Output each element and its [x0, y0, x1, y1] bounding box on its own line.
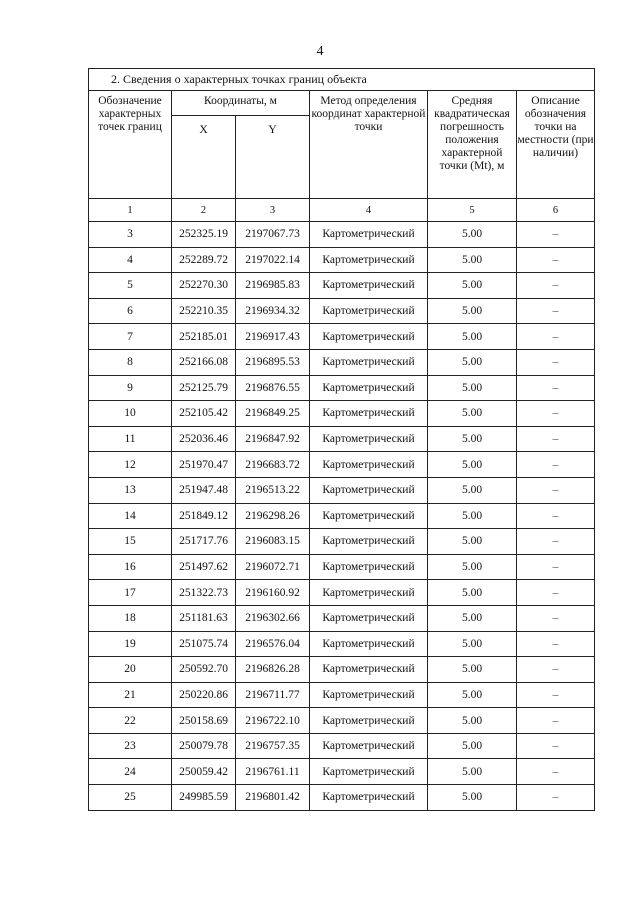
coord-x-cell: 250592.70 — [172, 657, 236, 683]
method-cell: Картометрический — [310, 529, 428, 555]
coord-y-cell: 2196895.53 — [236, 349, 310, 375]
point-number-cell: 20 — [89, 657, 172, 683]
method-cell: Картометрический — [310, 222, 428, 248]
table-row — [89, 605, 595, 631]
point-number-cell: 18 — [89, 605, 172, 631]
header-y: Y — [236, 116, 310, 199]
coord-x-cell: 252105.42 — [172, 401, 236, 427]
method-cell: Картометрический — [310, 247, 428, 273]
table-row — [89, 477, 595, 503]
point-number-cell: 5 — [89, 273, 172, 299]
description-cell: – — [517, 733, 595, 759]
column-number: 5 — [428, 199, 517, 222]
coord-y-cell: 2196917.43 — [236, 324, 310, 350]
description-cell: – — [517, 247, 595, 273]
mean-error-cell: 5.00 — [428, 733, 517, 759]
table-row — [89, 324, 595, 350]
column-number: 3 — [236, 199, 310, 222]
coord-x-cell: 252210.35 — [172, 298, 236, 324]
method-cell: Картометрический — [310, 298, 428, 324]
column-number: 6 — [517, 199, 595, 222]
method-cell: Картометрический — [310, 324, 428, 350]
mean-error-cell: 5.00 — [428, 708, 517, 734]
coord-y-cell: 2196298.26 — [236, 503, 310, 529]
mean-error-cell: 5.00 — [428, 298, 517, 324]
coord-y-cell: 2196847.92 — [236, 426, 310, 452]
table-row — [89, 426, 595, 452]
table-row — [89, 247, 595, 273]
description-cell: – — [517, 222, 595, 248]
mean-error-cell: 5.00 — [428, 759, 517, 785]
header-x: X — [172, 116, 236, 199]
description-cell: – — [517, 682, 595, 708]
point-number-cell: 17 — [89, 580, 172, 606]
coord-x-cell: 251970.47 — [172, 452, 236, 478]
coord-y-cell: 2196072.71 — [236, 554, 310, 580]
point-number-cell: 12 — [89, 452, 172, 478]
column-number: 1 — [89, 199, 172, 222]
header-description: Описание обозначения точки на местности (при наличии) — [517, 91, 595, 199]
mean-error-cell: 5.00 — [428, 375, 517, 401]
description-cell: – — [517, 580, 595, 606]
method-cell: Картометрический — [310, 631, 428, 657]
method-cell: Картометрический — [310, 708, 428, 734]
mean-error-cell: 5.00 — [428, 554, 517, 580]
coord-y-cell: 2196302.66 — [236, 605, 310, 631]
table-row — [89, 222, 595, 248]
method-cell: Картометрический — [310, 477, 428, 503]
description-cell: – — [517, 605, 595, 631]
table-row — [89, 452, 595, 478]
point-number-cell: 10 — [89, 401, 172, 427]
table-row — [89, 580, 595, 606]
coord-x-cell: 249985.59 — [172, 785, 236, 811]
mean-error-cell: 5.00 — [428, 401, 517, 427]
mean-error-cell: 5.00 — [428, 503, 517, 529]
mean-error-cell: 5.00 — [428, 273, 517, 299]
coord-x-cell: 250220.86 — [172, 682, 236, 708]
description-cell: – — [517, 785, 595, 811]
coord-y-cell: 2196711.77 — [236, 682, 310, 708]
mean-error-cell: 5.00 — [428, 426, 517, 452]
method-cell: Картометрический — [310, 682, 428, 708]
description-cell: – — [517, 529, 595, 555]
coord-y-cell: 2196757.35 — [236, 733, 310, 759]
header-error: Средняя квадратическая погрешность положения характерной точки (Mt), м — [428, 91, 517, 199]
coord-y-cell: 2197022.14 — [236, 247, 310, 273]
table-row — [89, 657, 595, 683]
coord-x-cell: 251849.12 — [172, 503, 236, 529]
description-cell: – — [517, 273, 595, 299]
table-row — [89, 708, 595, 734]
mean-error-cell: 5.00 — [428, 682, 517, 708]
method-cell: Картометрический — [310, 759, 428, 785]
column-number: 4 — [310, 199, 428, 222]
mean-error-cell: 5.00 — [428, 529, 517, 555]
table-row — [89, 349, 595, 375]
point-number-cell: 15 — [89, 529, 172, 555]
method-cell: Картометрический — [310, 452, 428, 478]
description-cell: – — [517, 375, 595, 401]
method-cell: Картометрический — [310, 375, 428, 401]
mean-error-cell: 5.00 — [428, 349, 517, 375]
table-row — [89, 759, 595, 785]
point-number-cell: 8 — [89, 349, 172, 375]
table-row — [89, 733, 595, 759]
coord-x-cell: 252325.19 — [172, 222, 236, 248]
header-designation: Обозначение характерных точек границ — [89, 91, 172, 199]
table-row — [89, 682, 595, 708]
mean-error-cell: 5.00 — [428, 324, 517, 350]
point-number-cell: 9 — [89, 375, 172, 401]
method-cell: Картометрический — [310, 273, 428, 299]
coord-x-cell: 252125.79 — [172, 375, 236, 401]
coord-y-cell: 2196083.15 — [236, 529, 310, 555]
coord-x-cell: 251497.62 — [172, 554, 236, 580]
table-row — [89, 401, 595, 427]
point-number-cell: 13 — [89, 477, 172, 503]
point-number-cell: 19 — [89, 631, 172, 657]
coord-x-cell: 252036.46 — [172, 426, 236, 452]
method-cell: Картометрический — [310, 657, 428, 683]
coord-y-cell: 2196576.04 — [236, 631, 310, 657]
method-cell: Картометрический — [310, 426, 428, 452]
mean-error-cell: 5.00 — [428, 222, 517, 248]
description-cell: – — [517, 759, 595, 785]
method-cell: Картометрический — [310, 580, 428, 606]
coord-y-cell: 2197067.73 — [236, 222, 310, 248]
mean-error-cell: 5.00 — [428, 247, 517, 273]
mean-error-cell: 5.00 — [428, 657, 517, 683]
description-cell: – — [517, 452, 595, 478]
point-number-cell: 7 — [89, 324, 172, 350]
coord-x-cell: 251075.74 — [172, 631, 236, 657]
column-number: 2 — [172, 199, 236, 222]
mean-error-cell: 5.00 — [428, 477, 517, 503]
point-number-cell: 24 — [89, 759, 172, 785]
point-number-cell: 6 — [89, 298, 172, 324]
coord-y-cell: 2196985.83 — [236, 273, 310, 299]
point-number-cell: 16 — [89, 554, 172, 580]
coord-y-cell: 2196801.42 — [236, 785, 310, 811]
table-row — [89, 273, 595, 299]
header-method: Метод определения координат характерной точки — [310, 91, 428, 199]
coord-y-cell: 2196160.92 — [236, 580, 310, 606]
method-cell: Картометрический — [310, 401, 428, 427]
point-number-cell: 22 — [89, 708, 172, 734]
coord-x-cell: 251322.73 — [172, 580, 236, 606]
point-number-cell: 14 — [89, 503, 172, 529]
coord-y-cell: 2196513.22 — [236, 477, 310, 503]
boundary-points-table — [88, 68, 595, 811]
point-number-cell: 3 — [89, 222, 172, 248]
point-number-cell: 4 — [89, 247, 172, 273]
description-cell: – — [517, 426, 595, 452]
method-cell: Картометрический — [310, 503, 428, 529]
description-cell: – — [517, 708, 595, 734]
coord-x-cell: 252166.08 — [172, 349, 236, 375]
point-number-cell: 23 — [89, 733, 172, 759]
description-cell: – — [517, 631, 595, 657]
description-cell: – — [517, 349, 595, 375]
method-cell: Картометрический — [310, 733, 428, 759]
point-number-cell: 21 — [89, 682, 172, 708]
coord-y-cell: 2196849.25 — [236, 401, 310, 427]
table-row — [89, 375, 595, 401]
point-number-cell: 11 — [89, 426, 172, 452]
method-cell: Картометрический — [310, 554, 428, 580]
coord-x-cell: 251717.76 — [172, 529, 236, 555]
point-number-cell: 25 — [89, 785, 172, 811]
mean-error-cell: 5.00 — [428, 631, 517, 657]
table-row — [89, 631, 595, 657]
table-row — [89, 554, 595, 580]
description-cell: – — [517, 324, 595, 350]
description-cell: – — [517, 477, 595, 503]
table-row — [89, 785, 595, 811]
section-title: 2. Сведения о характерных точках границ объекта — [89, 69, 595, 91]
description-cell: – — [517, 657, 595, 683]
coord-x-cell: 252289.72 — [172, 247, 236, 273]
coord-x-cell: 251181.63 — [172, 605, 236, 631]
method-cell: Картометрический — [310, 785, 428, 811]
coord-x-cell: 252270.30 — [172, 273, 236, 299]
coord-y-cell: 2196722.10 — [236, 708, 310, 734]
mean-error-cell: 5.00 — [428, 785, 517, 811]
mean-error-cell: 5.00 — [428, 605, 517, 631]
coord-x-cell: 250158.69 — [172, 708, 236, 734]
coord-y-cell: 2196826.28 — [236, 657, 310, 683]
table-row — [89, 529, 595, 555]
coord-x-cell: 251947.48 — [172, 477, 236, 503]
coord-y-cell: 2196683.72 — [236, 452, 310, 478]
page-number: 4 — [316, 44, 324, 59]
table-row — [89, 503, 595, 529]
coord-y-cell: 2196761.11 — [236, 759, 310, 785]
method-cell: Картометрический — [310, 349, 428, 375]
coord-x-cell: 250059.42 — [172, 759, 236, 785]
header-coordinates: Координаты, м — [172, 91, 310, 116]
description-cell: – — [517, 554, 595, 580]
table-row — [89, 298, 595, 324]
mean-error-cell: 5.00 — [428, 452, 517, 478]
mean-error-cell: 5.00 — [428, 580, 517, 606]
coord-x-cell: 250079.78 — [172, 733, 236, 759]
coord-y-cell: 2196876.55 — [236, 375, 310, 401]
method-cell: Картометрический — [310, 605, 428, 631]
coord-y-cell: 2196934.32 — [236, 298, 310, 324]
description-cell: – — [517, 503, 595, 529]
description-cell: – — [517, 401, 595, 427]
coord-x-cell: 252185.01 — [172, 324, 236, 350]
description-cell: – — [517, 298, 595, 324]
